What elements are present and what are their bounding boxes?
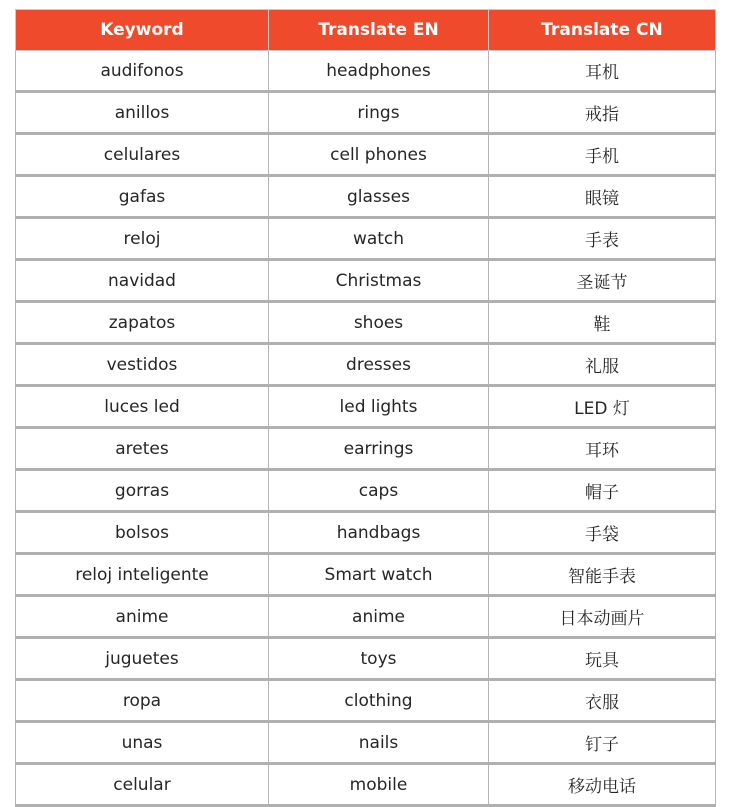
header-translate-en: Translate EN bbox=[269, 10, 489, 51]
table-row bbox=[16, 680, 716, 722]
cell-keyword: anillos bbox=[16, 92, 269, 134]
cell-translate-cn: 圣诞节 bbox=[489, 260, 716, 302]
cell-translate-cn: 帽子 bbox=[489, 470, 716, 512]
cell-translate-en: mobile bbox=[269, 764, 489, 806]
cell-translate-en: anime bbox=[269, 596, 489, 638]
cell-translate-cn: 钉子 bbox=[489, 722, 716, 764]
cell-keyword: reloj inteligente bbox=[16, 554, 269, 596]
cell-translate-en: toys bbox=[269, 638, 489, 680]
cell-translate-en: shoes bbox=[269, 302, 489, 344]
cell-translate-en: handbags bbox=[269, 512, 489, 554]
table-row bbox=[16, 176, 716, 218]
cell-translate-cn: 耳环 bbox=[489, 428, 716, 470]
cell-translate-en: led lights bbox=[269, 386, 489, 428]
cell-translate-cn: 手机 bbox=[489, 134, 716, 176]
cell-keyword: reloj bbox=[16, 218, 269, 260]
cell-translate-en: cell phones bbox=[269, 134, 489, 176]
cell-translate-cn: LED 灯 bbox=[489, 386, 716, 428]
cell-translate-en: Christmas bbox=[269, 260, 489, 302]
cell-translate-en: caps bbox=[269, 470, 489, 512]
header-keyword: Keyword bbox=[16, 10, 269, 51]
table-row bbox=[16, 302, 716, 344]
table-row bbox=[16, 260, 716, 302]
cell-translate-en: glasses bbox=[269, 176, 489, 218]
cell-translate-en: watch bbox=[269, 218, 489, 260]
table-row bbox=[16, 51, 716, 92]
cell-translate-cn: 鞋 bbox=[489, 302, 716, 344]
table-row bbox=[16, 722, 716, 764]
cell-translate-cn: 耳机 bbox=[489, 51, 716, 92]
cell-translate-cn: 戒指 bbox=[489, 92, 716, 134]
translation-table-container bbox=[15, 9, 715, 807]
cell-keyword: zapatos bbox=[16, 302, 269, 344]
cell-translate-cn: 礼服 bbox=[489, 344, 716, 386]
cell-keyword: anime bbox=[16, 596, 269, 638]
table-row bbox=[16, 638, 716, 680]
cell-translate-cn: 玩具 bbox=[489, 638, 716, 680]
cell-keyword: juguetes bbox=[16, 638, 269, 680]
table-row bbox=[16, 470, 716, 512]
cell-keyword: gorras bbox=[16, 470, 269, 512]
cell-translate-en: earrings bbox=[269, 428, 489, 470]
cell-translate-cn: 眼镜 bbox=[489, 176, 716, 218]
table-row bbox=[16, 764, 716, 806]
cell-keyword: ropa bbox=[16, 680, 269, 722]
cell-keyword: navidad bbox=[16, 260, 269, 302]
table-row bbox=[16, 554, 716, 596]
cell-translate-en: headphones bbox=[269, 51, 489, 92]
cell-keyword: gafas bbox=[16, 176, 269, 218]
cell-translate-en: Smart watch bbox=[269, 554, 489, 596]
cell-keyword: celular bbox=[16, 764, 269, 806]
cell-keyword: aretes bbox=[16, 428, 269, 470]
table-row bbox=[16, 344, 716, 386]
table-row bbox=[16, 218, 716, 260]
cell-keyword: bolsos bbox=[16, 512, 269, 554]
table-row bbox=[16, 134, 716, 176]
table-row bbox=[16, 428, 716, 470]
cell-keyword: audifonos bbox=[16, 51, 269, 92]
cell-translate-cn: 手表 bbox=[489, 218, 716, 260]
cell-keyword: luces led bbox=[16, 386, 269, 428]
cell-translate-en: rings bbox=[269, 92, 489, 134]
translation-table bbox=[15, 9, 716, 807]
cell-translate-cn: 移动电话 bbox=[489, 764, 716, 806]
cell-keyword: celulares bbox=[16, 134, 269, 176]
table-row bbox=[16, 512, 716, 554]
cell-translate-cn: 衣服 bbox=[489, 680, 716, 722]
cell-translate-en: clothing bbox=[269, 680, 489, 722]
cell-translate-en: dresses bbox=[269, 344, 489, 386]
table-header-row bbox=[16, 10, 716, 51]
cell-keyword: unas bbox=[16, 722, 269, 764]
cell-translate-en: nails bbox=[269, 722, 489, 764]
header-translate-cn: Translate CN bbox=[489, 10, 716, 51]
table-row bbox=[16, 92, 716, 134]
cell-translate-cn: 日本动画片 bbox=[489, 596, 716, 638]
cell-translate-cn: 智能手表 bbox=[489, 554, 716, 596]
cell-keyword: vestidos bbox=[16, 344, 269, 386]
cell-translate-cn: 手袋 bbox=[489, 512, 716, 554]
table-row bbox=[16, 386, 716, 428]
table-row bbox=[16, 596, 716, 638]
